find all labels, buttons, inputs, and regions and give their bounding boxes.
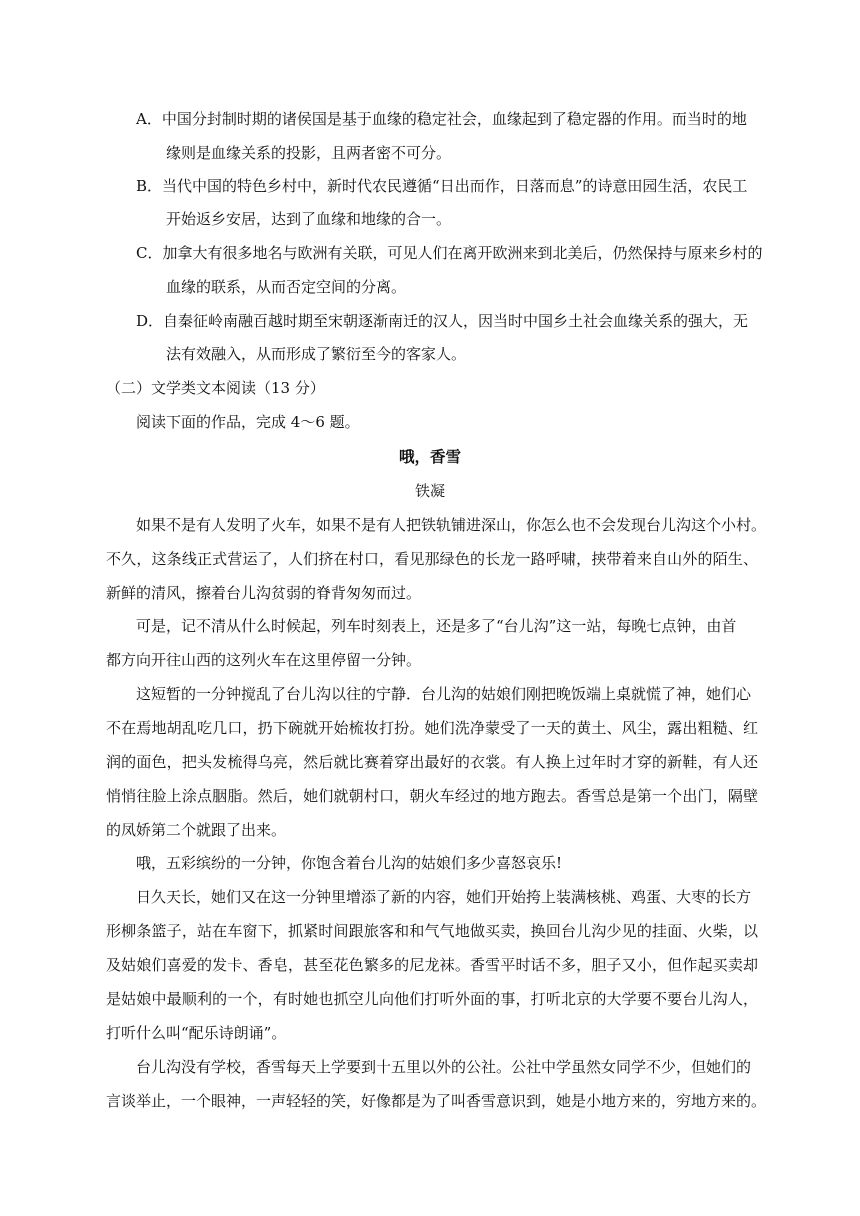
story-title: 哦，香雪 — [398, 447, 461, 466]
instruction: 阅读下面的作品，完成 4～6 题。 — [136, 413, 360, 431]
story-line: 不在焉地胡乱吃几口，扔下碗就开始梳妆打扮。她们洗净蒙受了一天的黄土、风尘，露出粗糙、红 — [106, 719, 758, 737]
story-line: 日久天长，她们又在这一分钟里增添了新的内容，她们开始挎上装满核桃、鸡蛋、大枣的长方 — [136, 888, 752, 906]
story-line: 悄悄往脸上涂点胭脂。然后，她们就朝村口，朝火车经过的地方跑去。香雪总是第一个出门，隔壁 — [106, 787, 758, 805]
story-line: 是姑娘中最顺利的一个，有时她也抓空儿向他们打听外面的事，打听北京的大学要不要台儿沟人， — [106, 990, 758, 1008]
story-line: 这短暂的一分钟搅乱了台儿沟以往的宁静．台儿沟的姑娘们刚把晚饭端上桌就慌了神，她们心 — [136, 685, 752, 703]
story-line: 形柳条篮子，站在车窗下，抓紧时间跟旅客和和气气地做买卖，换回台儿沟少见的挂面、火柴，以 — [106, 922, 758, 940]
option-b-line2: 开始返乡安居，达到了血缘和地缘的合一。 — [166, 210, 452, 228]
option-b-line1: B．当代中国的特色乡村中，新时代农民遵循“日出而作，日落而息”的诗意田园生活，农民工 — [136, 177, 748, 195]
story-line: 新鲜的清风，擦着台儿沟贫弱的脊背匆匆而过。 — [106, 584, 422, 602]
story-line: 的凤娇第二个就跟了出来。 — [106, 821, 287, 839]
section-heading: （二）文学类文本阅读（13 分） — [106, 379, 325, 397]
story-line: 润的面色，把头发梳得乌亮，然后就比赛着穿出最好的衣裳。有人换上过年时才穿的新鞋，有人还 — [106, 753, 758, 771]
option-c-line1: C．加拿大有很多地名与欧洲有关联，可见人们在离开欧洲来到北美后，仍然保持与原来乡村的 — [136, 244, 763, 262]
story-line: 不久，这条线正式营运了，人们挤在村口，看见那绿色的长龙一路呼啸，挟带着来自山外的陌生、 — [106, 550, 758, 568]
story-line: 可是，记不清从什么时候起，列车时刻表上，还是多了“台儿沟”这一站，每晚七点钟，由首 — [136, 617, 737, 635]
story-line: 及姑娘们喜爱的发卡、香皂，甚至花色繁多的尼龙袜。香雪平时话不多，胆子又小，但作起买卖却 — [106, 956, 758, 974]
option-d-line1: D．自秦征岭南融百越时期至宋朝逐渐南迁的汉人，因当时中国乡土社会血缘关系的强大，无 — [136, 312, 749, 330]
story-line: 如果不是有人发明了火车，如果不是有人把铁轨铺进深山，你怎么也不会发现台儿沟这个小村。 — [136, 516, 767, 534]
option-a-line1: A．中国分封制时期的诸侯国是基于血缘的稳定社会，血缘起到了稳定器的作用。而当时的地 — [136, 110, 747, 128]
story-line: 都方向开往山西的这列火车在这里停留一分钟。 — [106, 651, 422, 669]
story-line: 哦，五彩缤纷的一分钟，你饱含着台儿沟的姑娘们多少喜怒哀乐! — [136, 854, 563, 872]
story-line: 言谈举止，一个眼神，一声轻轻的笑，好像都是为了叫香雪意识到，她是小地方来的，穷地方来的。 — [106, 1092, 767, 1110]
option-d-line2: 法有效融入，从而形成了繁衍至今的客家人。 — [166, 345, 467, 363]
option-a-line2: 缘则是血缘关系的投影，且两者密不可分。 — [166, 144, 452, 162]
story-line: 打听什么叫“配乐诗朗诵”。 — [106, 1024, 287, 1042]
story-author: 铁凝 — [414, 482, 445, 500]
option-c-line2: 血缘的联系，从而否定空间的分离。 — [166, 278, 407, 296]
story-line: 台儿沟没有学校，香雪每天上学要到十五里以外的公社。公社中学虽然女同学不少，但她们的 — [136, 1058, 752, 1076]
